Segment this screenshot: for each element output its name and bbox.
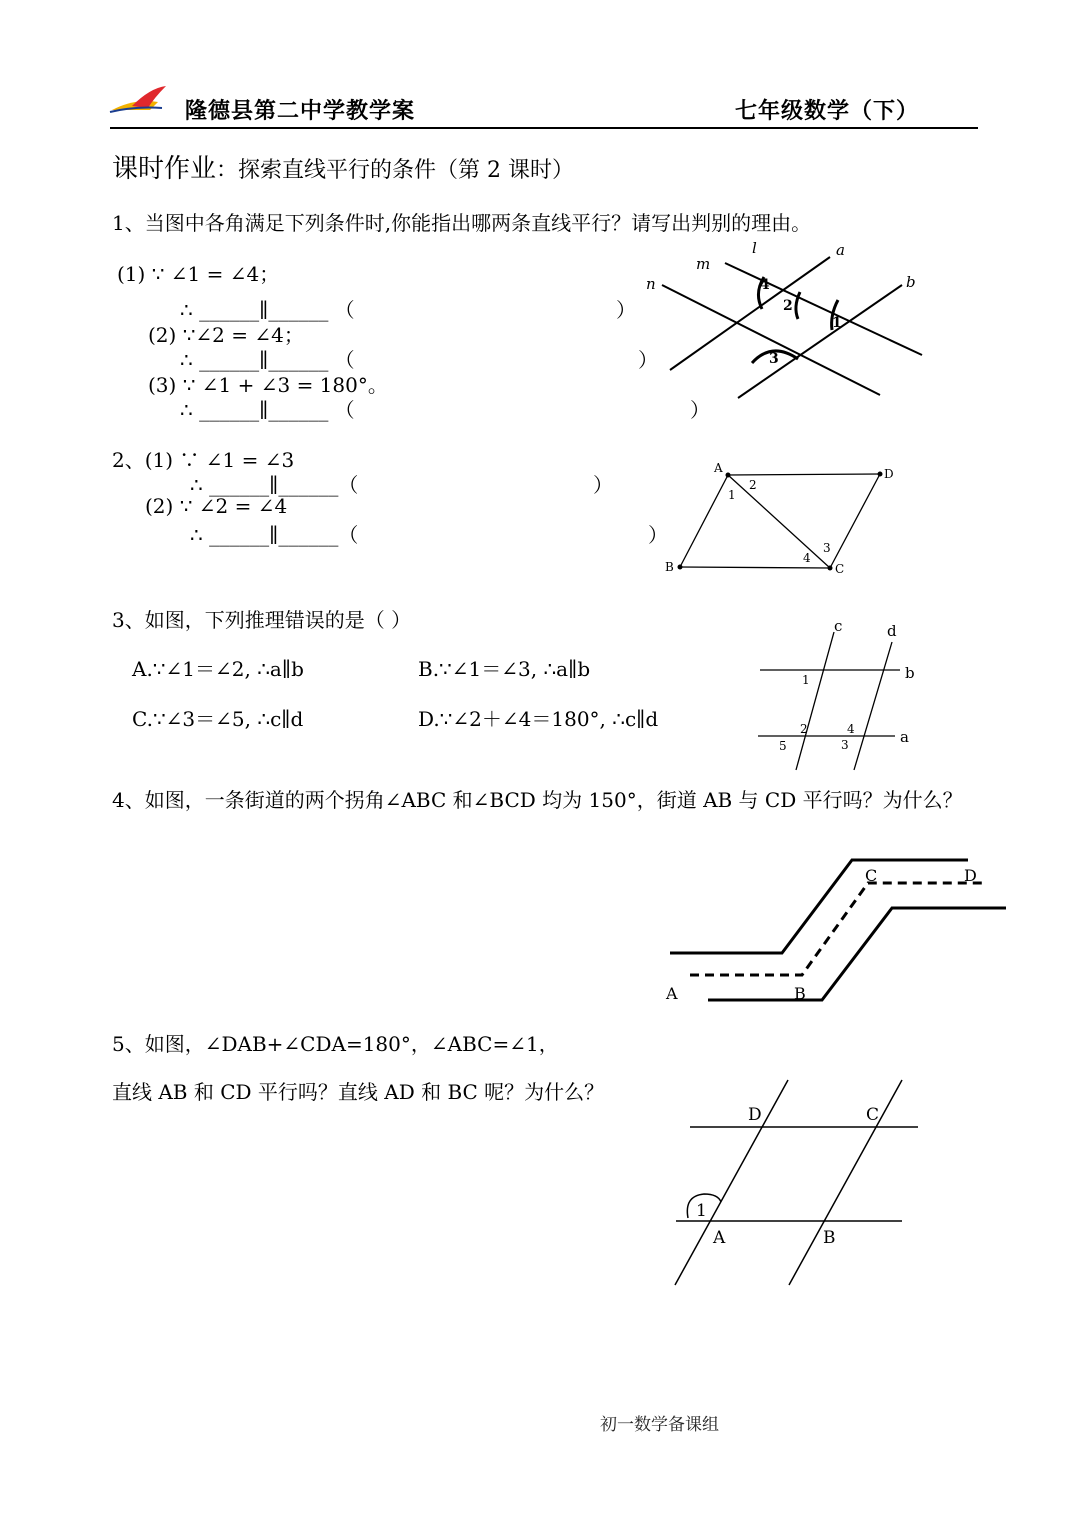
- vertex-B: B: [665, 560, 674, 574]
- point-D: D: [964, 866, 977, 885]
- label-a: a: [836, 241, 845, 259]
- label-n: n: [646, 275, 656, 293]
- label-a: a: [900, 728, 909, 746]
- grade-header: 七年级数学（下）: [735, 98, 920, 124]
- angle-5: 5: [779, 739, 787, 753]
- label-b: b: [905, 664, 915, 682]
- point-B: B: [823, 1228, 836, 1248]
- q3-figure: [740, 612, 920, 777]
- q3-option-c: C.∵∠3＝∠5, ∴c∥d: [132, 707, 304, 731]
- angle-1: 1: [696, 1201, 707, 1221]
- q5-figure: [660, 1070, 930, 1290]
- q1-result-3: ∴ ______∥______ （: [180, 398, 355, 422]
- label-c: c: [834, 617, 843, 635]
- angle-3: 3: [769, 351, 779, 367]
- q2-condition-2: (2) ∵ ∠2 = ∠4: [145, 494, 288, 518]
- school-logo: [110, 84, 170, 120]
- vertex-C: C: [835, 562, 845, 576]
- title-sub: ：探索直线平行的条件（第 2 课时）: [216, 158, 575, 183]
- angle-3: 3: [841, 738, 849, 752]
- angle-4: 4: [760, 277, 770, 293]
- q1-result-1: ∴ ______∥______ （: [180, 298, 355, 322]
- q2-figure: [660, 458, 900, 578]
- q5-line-2: 直线 AB 和 CD 平行吗？直线 AD 和 BC 呢？为什么？: [112, 1080, 605, 1104]
- q3-option-d: D.∵∠2＋∠4＝180°, ∴c∥d: [418, 707, 659, 731]
- q2-result-2: ∴ ______∥______（: [190, 523, 359, 547]
- q1-condition-3: (3) ∵ ∠1 + ∠3 = 180°。: [148, 373, 388, 397]
- angle-4: 4: [803, 551, 811, 565]
- angle-2: 2: [783, 298, 793, 314]
- q1-paren-1: ）: [616, 298, 636, 322]
- q1-prompt: 1、当图中各角满足下列条件时,你能指出哪两条直线平行？请写出判别的理由。: [112, 211, 812, 235]
- angle-1: 1: [802, 673, 810, 687]
- label-b: b: [906, 273, 916, 291]
- q1-figure: [640, 235, 940, 405]
- angle-1: 1: [832, 315, 842, 331]
- q5-line-1: 5、如图，∠DAB+∠CDA=180°，∠ABC=∠1，: [112, 1032, 559, 1056]
- q1-condition-2: (2) ∵∠2 = ∠4；: [148, 323, 304, 347]
- point-B: B: [794, 984, 806, 1003]
- q3-option-b: B.∵∠1＝∠3, ∴a∥b: [418, 657, 591, 681]
- q1-result-2: ∴ ______∥______ （: [180, 348, 355, 372]
- school-header: 隆德县第二中学教学案: [185, 98, 416, 124]
- angle-2: 2: [800, 722, 808, 736]
- angle-2: 2: [749, 478, 757, 492]
- angle-4: 4: [847, 722, 855, 736]
- point-A: A: [666, 984, 678, 1003]
- q3-prompt: 3、如图，下列推理错误的是（ ）: [112, 608, 412, 632]
- vertex-A: A: [714, 461, 723, 475]
- header-rule: [110, 127, 978, 129]
- angle-1: 1: [728, 488, 736, 502]
- point-C: C: [866, 1105, 880, 1125]
- q2-condition-1: 2、(1) ∵ ∠1 = ∠3: [112, 448, 295, 472]
- q1-condition-1: (1) ∵ ∠1 = ∠4；: [117, 262, 280, 286]
- point-A: A: [713, 1228, 726, 1248]
- point-C: C: [865, 866, 878, 885]
- q2-paren-1: ）: [593, 473, 613, 497]
- label-l: l: [752, 239, 757, 257]
- q1-paren-3: ）: [690, 398, 710, 422]
- title-main: 课时作业: [112, 154, 217, 184]
- q1-paren-2: ）: [638, 348, 658, 372]
- q2-result-1: ∴ ______∥______（: [190, 473, 359, 497]
- label-m: m: [696, 255, 711, 273]
- vertex-D: D: [884, 467, 894, 481]
- page-footer: 初一数学备课组: [600, 1415, 719, 1435]
- point-D: D: [748, 1105, 762, 1125]
- q4-prompt: 4、如图，一条街道的两个拐角∠ABC 和∠BCD 均为 150°，街道 AB 与 CD 平行吗？为什么？: [112, 788, 963, 812]
- q4-street-figure: [660, 850, 1010, 1010]
- q2-paren-2: ）: [648, 523, 668, 547]
- q3-option-a: A.∵∠1＝∠2, ∴a∥b: [132, 657, 304, 681]
- angle-3: 3: [823, 541, 831, 555]
- page-title: [112, 148, 574, 185]
- label-d: d: [887, 622, 897, 640]
